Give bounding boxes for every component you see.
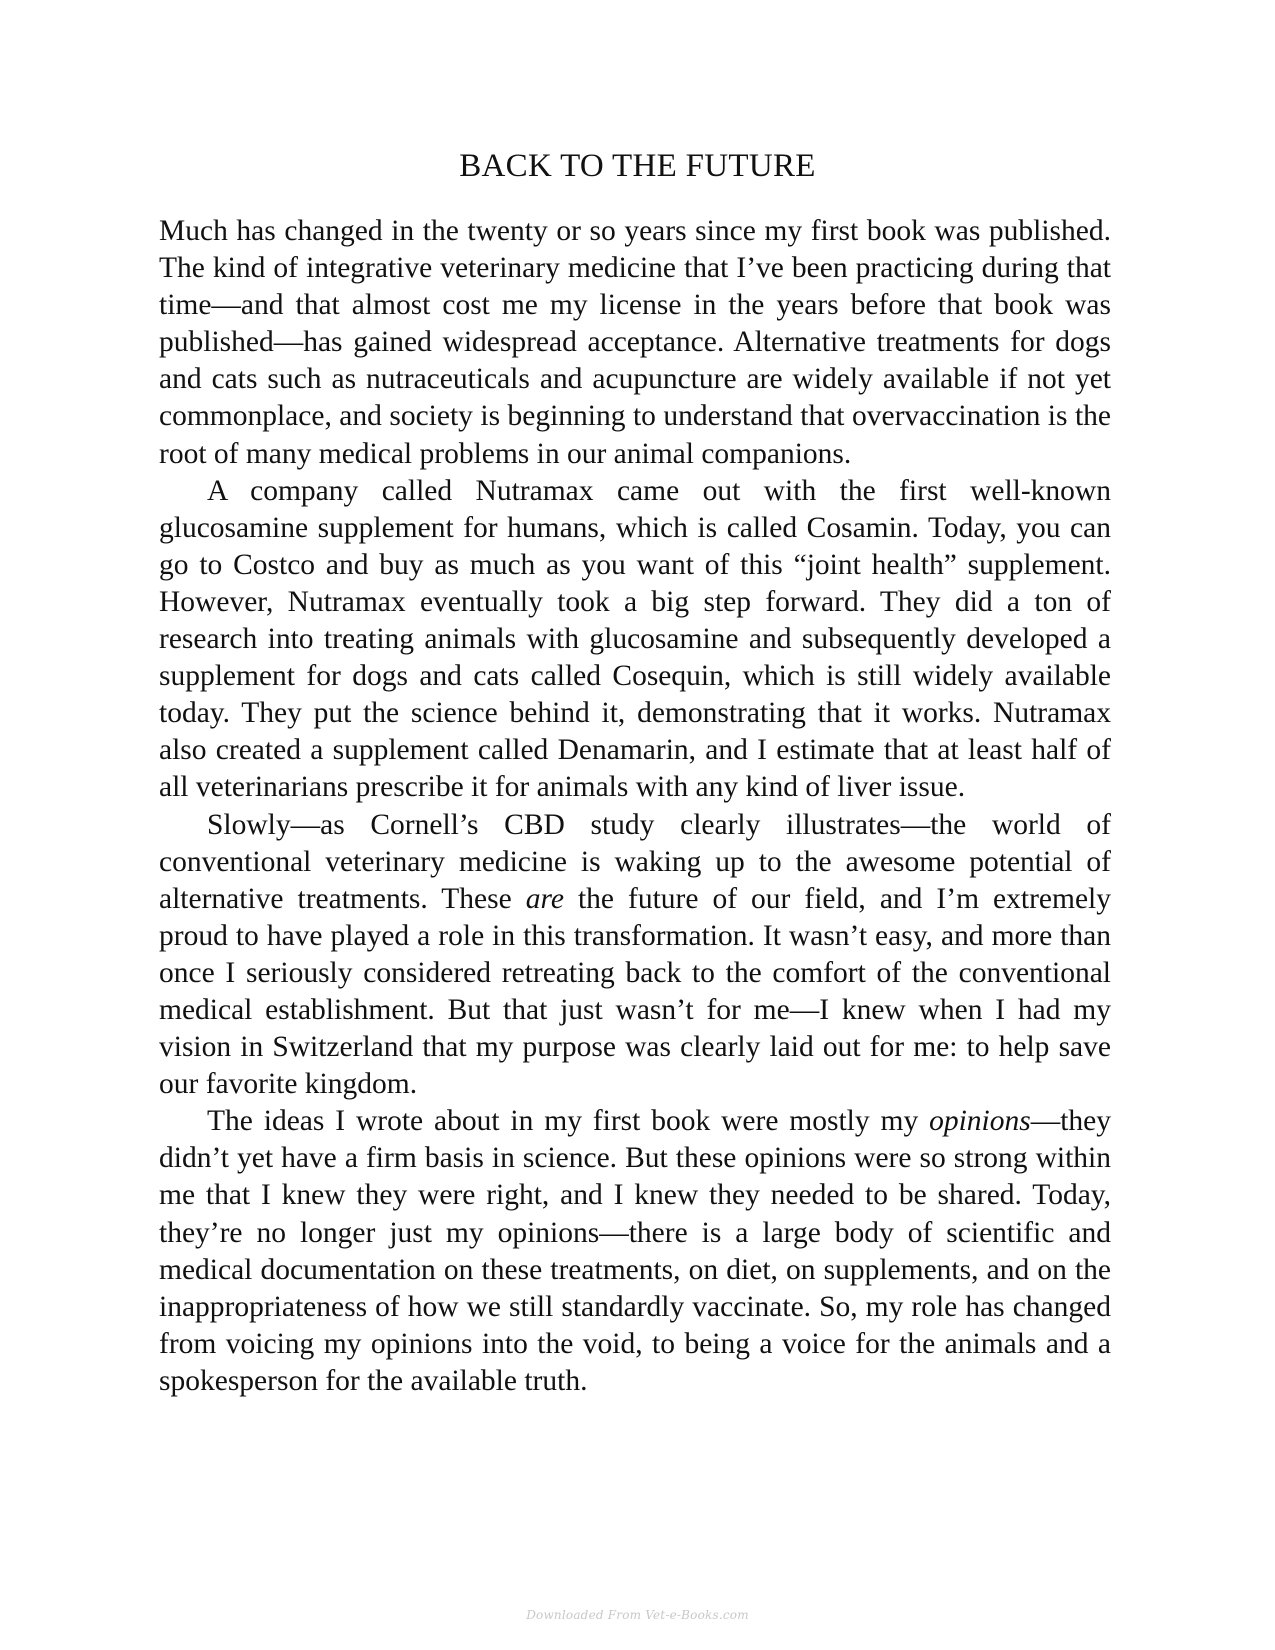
body-text [159, 213, 1111, 1400]
chapter-title: BACK TO THE FUTURE [459, 148, 816, 184]
paragraph-2: A company called Nutramax came out with the first well-known glucosamine supplement for humans, which is called Cosamin. Today, you can go to Costco and buy as much as you want of this “joint health” supplement. However, Nutramax eventually took a big step forward. They did a ton of research into treating animals with glucosamine and subsequently developed a supplement for dogs and cats called Cosequin, which is still widely available today. They put the science behind it, demonstrating that it works. Nutramax also created a supplement called Denamarin, and I estimate that at least half of all veterinarians prescribe it for animals with any kind of liver issue. [159, 474, 1111, 804]
paragraph-3-text-after: the future of our field, and I’m extremely proud to have played a role in this transformation. It wasn’t easy, and more than once I seriously considered retreating back to the comfort of the conventional medical establishment. But that just wasn’t for me—I knew when I had my vision in Switzerland that my purpose was clearly laid out for me: to help save our favorite kingdom. [159, 882, 1111, 1101]
paragraph-4 [159, 1103, 1111, 1400]
paragraph-3 [159, 807, 1111, 1104]
paragraph-4-text-after: —they didn’t yet have a firm basis in science. But these opinions were so strong within me that I knew they were right, and I knew they needed to be shared. Today, they’re no longer just my opinions—there is a large body of scientific and medical documentation on these treatments, on diet, on supplements, and on the inappropriateness of how we still standardly vaccinate. So, my role has changed from voicing my opinions into the void, to being a voice for the animals and a spokesperson for the available truth. [159, 1105, 1111, 1397]
download-watermark: Downloaded From Vet-e-Books.com [526, 1608, 749, 1622]
paragraph-3-emphasis: are [525, 882, 564, 915]
paragraph-4-text-before: The ideas I wrote about in my first book were mostly my [207, 1105, 930, 1138]
paragraph-4-emphasis: opinions [929, 1105, 1031, 1138]
paragraph-1: Much has changed in the twenty or so years since my first book was published. The kind of integrative veterinary medicine that I’ve been practicing during that time—and that almost cost me my license in the years before that book was published—has gained widespread acceptance. Alternative treatments for dogs and cats such as nutraceuticals and acupuncture are widely available if not yet commonplace, and society is beginning to understand that overvaccination is the root of many medical problems in our animal companions. [159, 215, 1111, 470]
paragraph-3-text-before: Slowly—as Cornell’s CBD study clearly illustrates—the world of conventional veterinary medicine is waking up to the awesome potential of alternative treatments. These [159, 808, 1111, 915]
